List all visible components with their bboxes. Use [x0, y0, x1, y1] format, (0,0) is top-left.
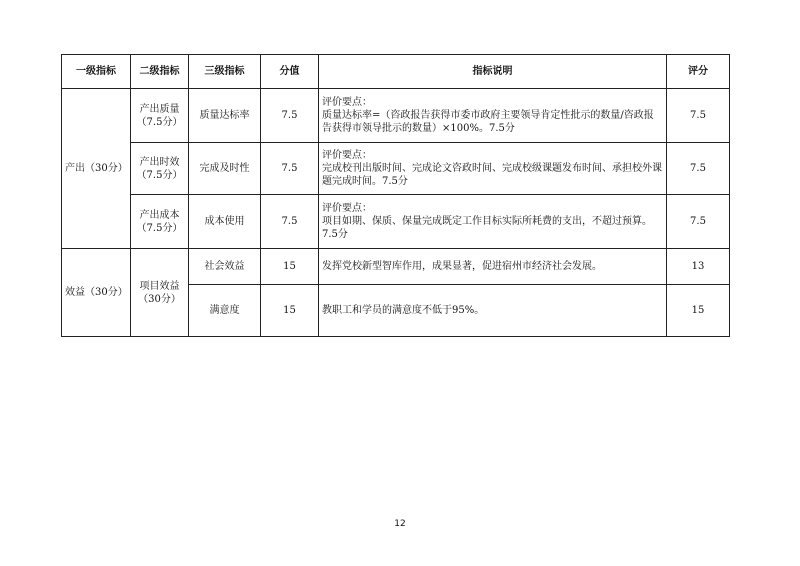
- table-row: [62, 249, 730, 285]
- header-level3: 三级指标: [189, 55, 261, 89]
- level3-cell: 社会效益: [189, 249, 261, 285]
- level2-cell: 产出成本（7.5分）: [131, 195, 189, 249]
- desc-title: 评价要点：: [322, 97, 372, 108]
- value-cell: 15: [261, 249, 319, 285]
- value-cell: 7.5: [261, 195, 319, 249]
- value-cell: 7.5: [261, 143, 319, 195]
- desc-cell: [319, 195, 667, 249]
- desc-body: 发挥党校新型智库作用，成果显著，促进宿州市经济社会发展。: [322, 261, 602, 272]
- desc-body: 质量达标率=（咨政报告获得市委市政府主要领导肯定性批示的数量/咨政报告获得市领导批示的数量）×100%。7.5分: [322, 110, 654, 134]
- desc-body: 项目如期、保质、保量完成既定工作目标实际所耗费的支出，不超过预算。7.5分: [322, 216, 652, 240]
- score-cell: 15: [667, 285, 730, 337]
- header-level1: 一级指标: [62, 55, 131, 89]
- table-row: [62, 89, 730, 143]
- page-number: 12: [394, 519, 406, 529]
- level3-cell: 质量达标率: [189, 89, 261, 143]
- value-cell: 15: [261, 285, 319, 337]
- header-value: 分值: [261, 55, 319, 89]
- level2-cell: 产出时效（7.5分）: [131, 143, 189, 195]
- desc-body: 教职工和学员的满意度不低于95%。: [322, 305, 485, 316]
- level2-cell: 产出质量（7.5分）: [131, 89, 189, 143]
- score-cell: 7.5: [667, 89, 730, 143]
- score-cell: 7.5: [667, 195, 730, 249]
- score-cell: 7.5: [667, 143, 730, 195]
- level1-cell: 效益（30分）: [62, 249, 131, 337]
- desc-cell: [319, 89, 667, 143]
- header-row: [62, 55, 730, 89]
- table-row: [62, 143, 730, 195]
- table-row: [62, 195, 730, 249]
- header-level2: 二级指标: [131, 55, 189, 89]
- desc-cell: [319, 249, 667, 285]
- level3-cell: 成本使用: [189, 195, 261, 249]
- level3-cell: 完成及时性: [189, 143, 261, 195]
- desc-cell: [319, 143, 667, 195]
- level3-cell: 满意度: [189, 285, 261, 337]
- evaluation-table: [61, 54, 730, 337]
- score-cell: 13: [667, 249, 730, 285]
- header-score: 评分: [667, 55, 730, 89]
- level1-cell: 产出（30分）: [62, 89, 131, 249]
- value-cell: 7.5: [261, 89, 319, 143]
- desc-title: 评价要点：: [322, 203, 372, 214]
- desc-title: 评价要点：: [322, 150, 372, 161]
- desc-body: 完成校刊出版时间、完成论文咨政时间、完成校级课题发布时间、承担校外课题完成时间。7.5分: [322, 163, 662, 187]
- header-desc: 指标说明: [319, 55, 667, 89]
- desc-cell: [319, 285, 667, 337]
- level2-cell: 项目效益（30分）: [131, 249, 189, 337]
